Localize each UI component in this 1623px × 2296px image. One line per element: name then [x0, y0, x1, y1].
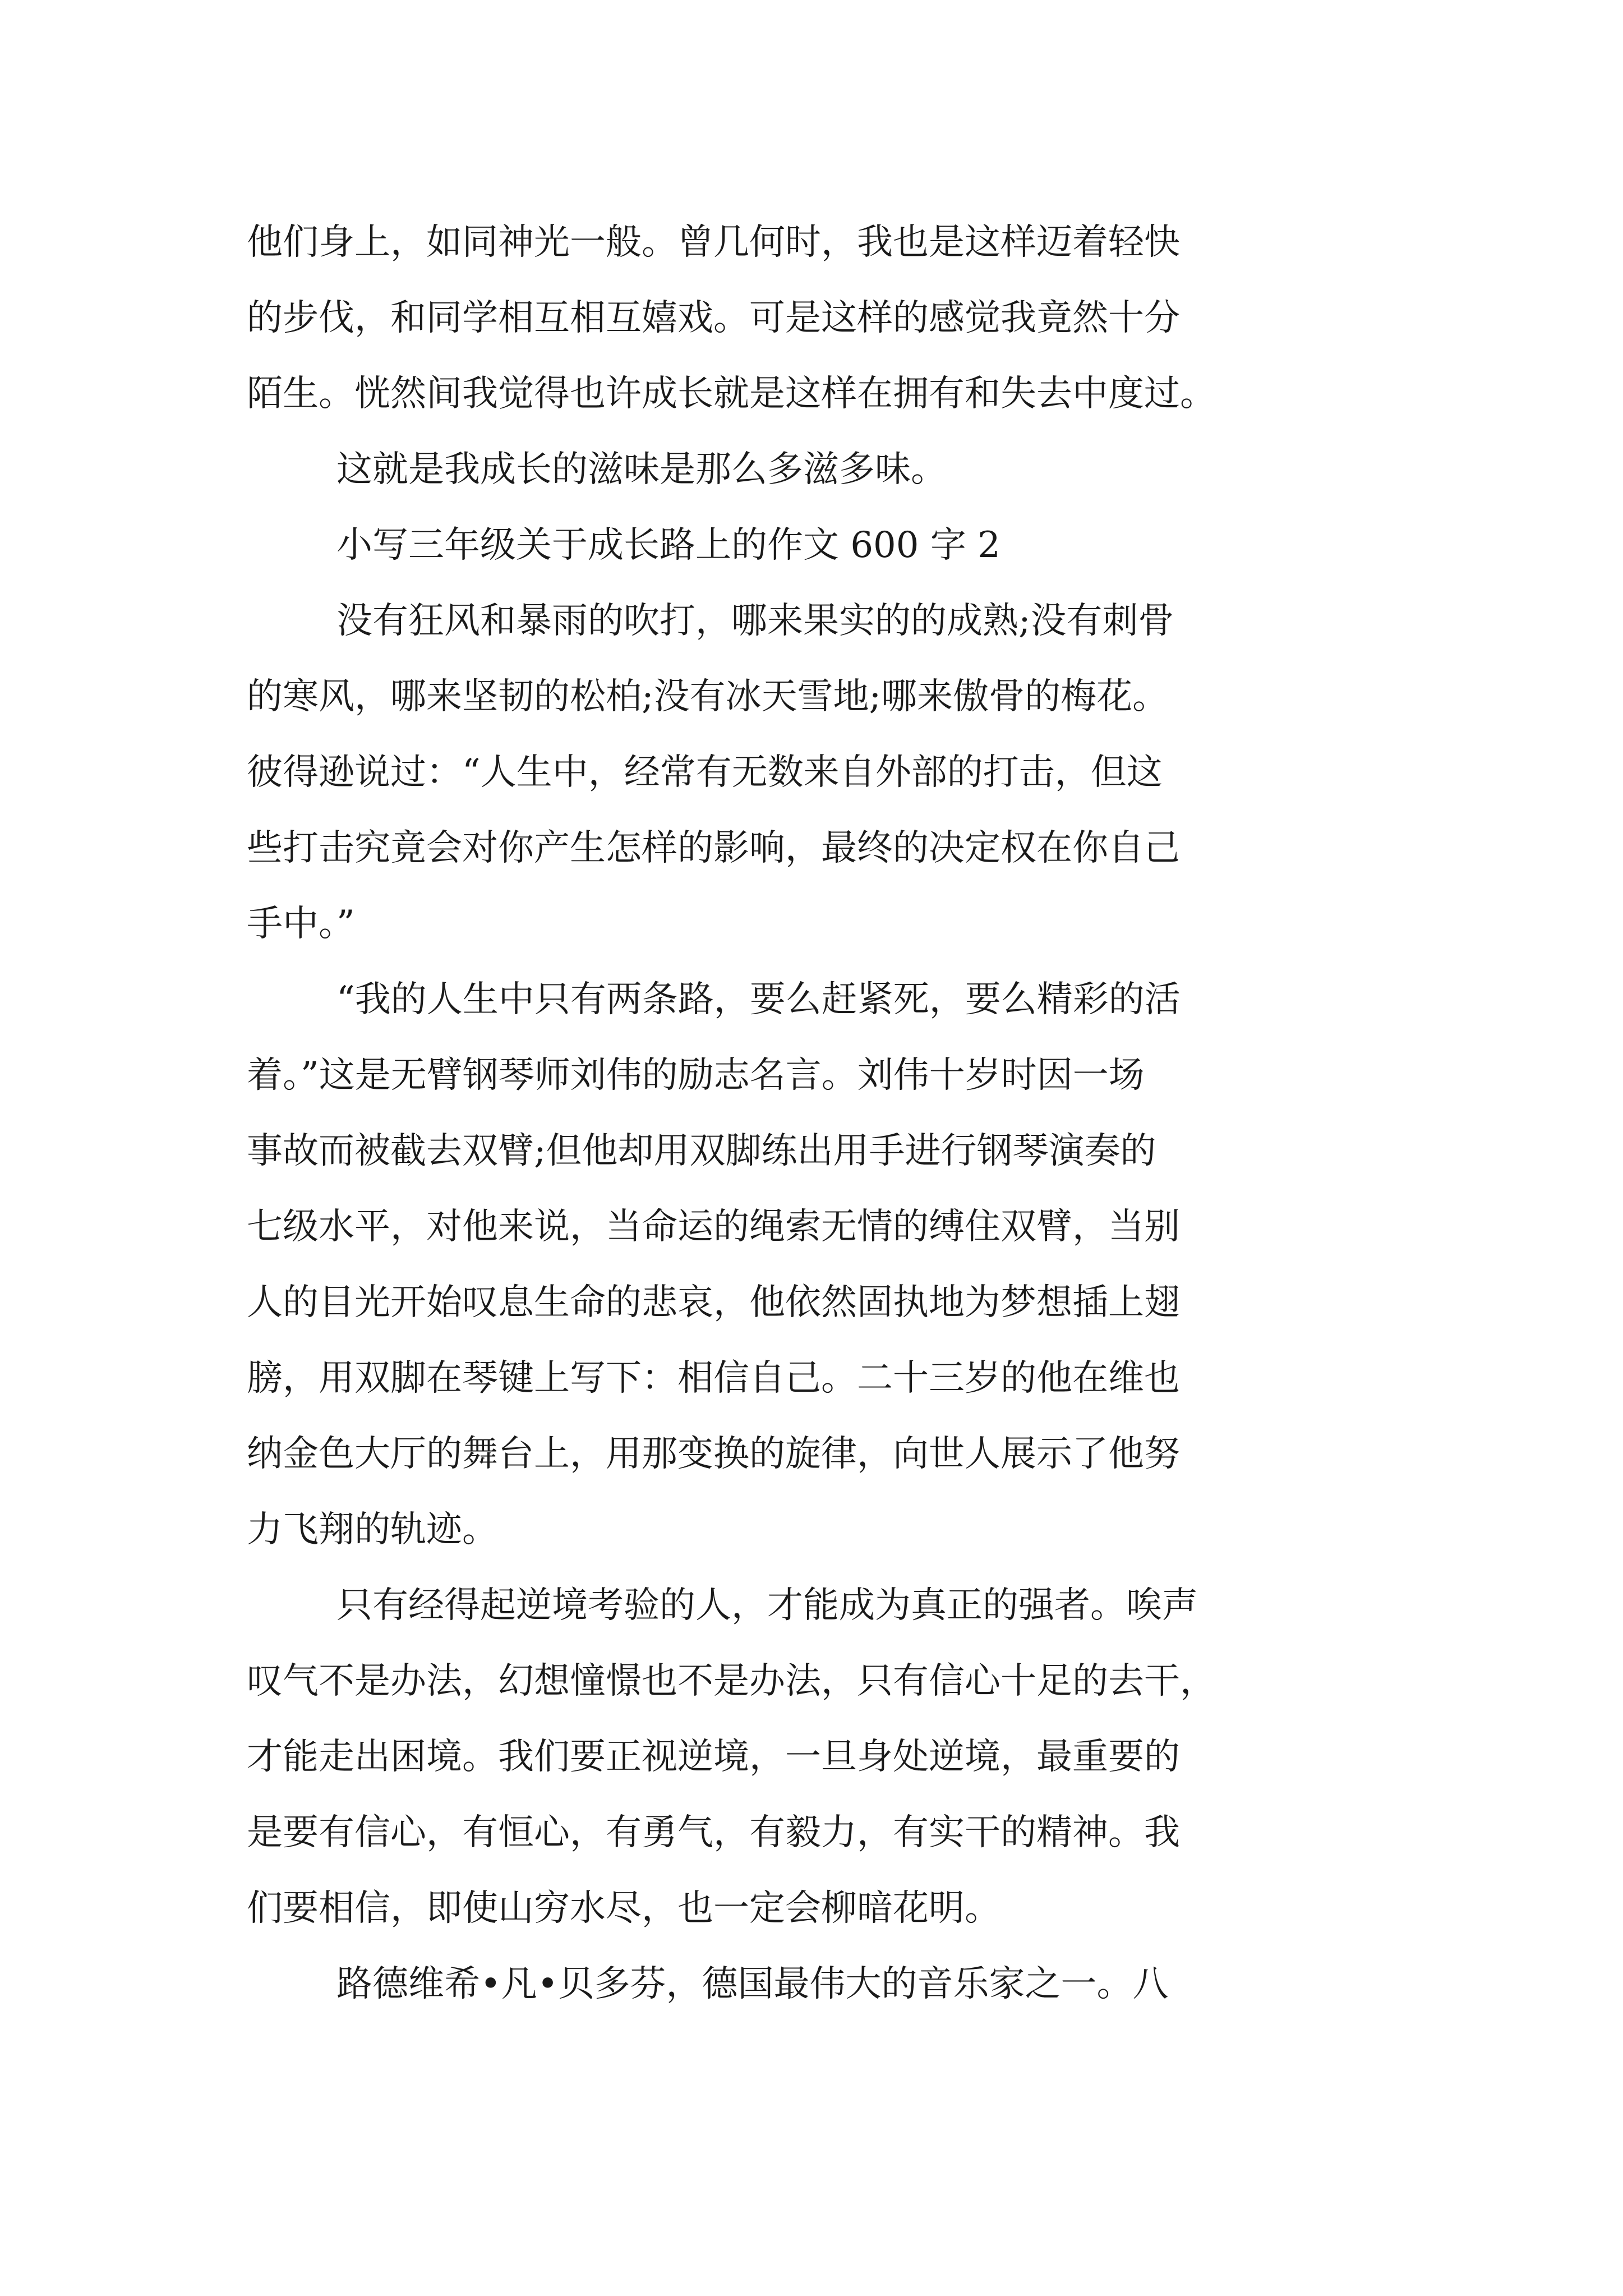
document-body	[247, 205, 1424, 2022]
text-line: 着。”这是无臂钢琴师刘伟的励志名言。刘伟十岁时因一场	[247, 1055, 1145, 1096]
text-line: “我的人生中只有两条路，要么赶紧死，要么精彩的活	[336, 979, 1181, 1020]
text-line: 些打击究竟会对你产生怎样的影响，最终的决定权在你自己	[247, 827, 1180, 869]
text-line: 力飞翔的轨迹。	[247, 1509, 498, 1550]
text-line: 叹气不是办法，幻想憧憬也不是办法，只有信心十足的去干，	[247, 1660, 1216, 1702]
text-line: 事故而被截去双臂;但他却用双脚练出用手进行钢琴演奏的	[247, 1130, 1156, 1172]
text-line: 七级水平，对他来说，当命运的绳索无情的缚住双臂，当别	[247, 1206, 1180, 1248]
text-line: 没有狂风和暴雨的吹打，哪来果实的的成熟;没有刺骨	[336, 600, 1174, 642]
text-line: 的步伐，和同学相互相互嬉戏。可是这样的感觉我竟然十分	[247, 297, 1180, 339]
text-line: 的寒风，哪来坚韧的松柏;没有冰天雪地;哪来傲骨的梅花。	[247, 676, 1169, 717]
text-line: 人的目光开始叹息生命的悲哀，他依然固执地为梦想插上翅	[247, 1282, 1180, 1323]
text-line: 他们身上，如同神光一般。曾几何时，我也是这样迈着轻快	[247, 222, 1180, 263]
text-line: 路德维希•凡•贝多芬，德国最伟大的音乐家之一。八	[336, 1963, 1169, 2005]
text-line: 膀，用双脚在琴键上写下：相信自己。二十三岁的他在维也	[247, 1358, 1180, 1399]
text-line: 纳金色大厅的舞台上，用那变换的旋律，向世人展示了他努	[247, 1433, 1180, 1475]
text-line: 彼得逊说过：“人生中，经常有无数来自外部的打击，但这	[247, 752, 1163, 793]
text-line: 只有经得起逆境考验的人，才能成为真正的强者。唉声	[336, 1585, 1198, 1626]
section-heading: 小写三年级关于成长路上的作文 600 字 2	[336, 524, 1000, 566]
text-line: 们要相信，即使山穷水尽，也一定会柳暗花明。	[247, 1888, 1000, 1929]
text-line: 是要有信心，有恒心，有勇气，有毅力，有实干的精神。我	[247, 1812, 1180, 1853]
text-line: 手中。”	[247, 903, 355, 945]
text-line: 这就是我成长的滋味是那么多滋多味。	[336, 449, 947, 490]
text-line: 才能走出困境。我们要正视逆境，一旦身处逆境，最重要的	[247, 1736, 1180, 1778]
text-line: 陌生。恍然间我觉得也许成长就是这样在拥有和失去中度过。	[247, 373, 1216, 415]
